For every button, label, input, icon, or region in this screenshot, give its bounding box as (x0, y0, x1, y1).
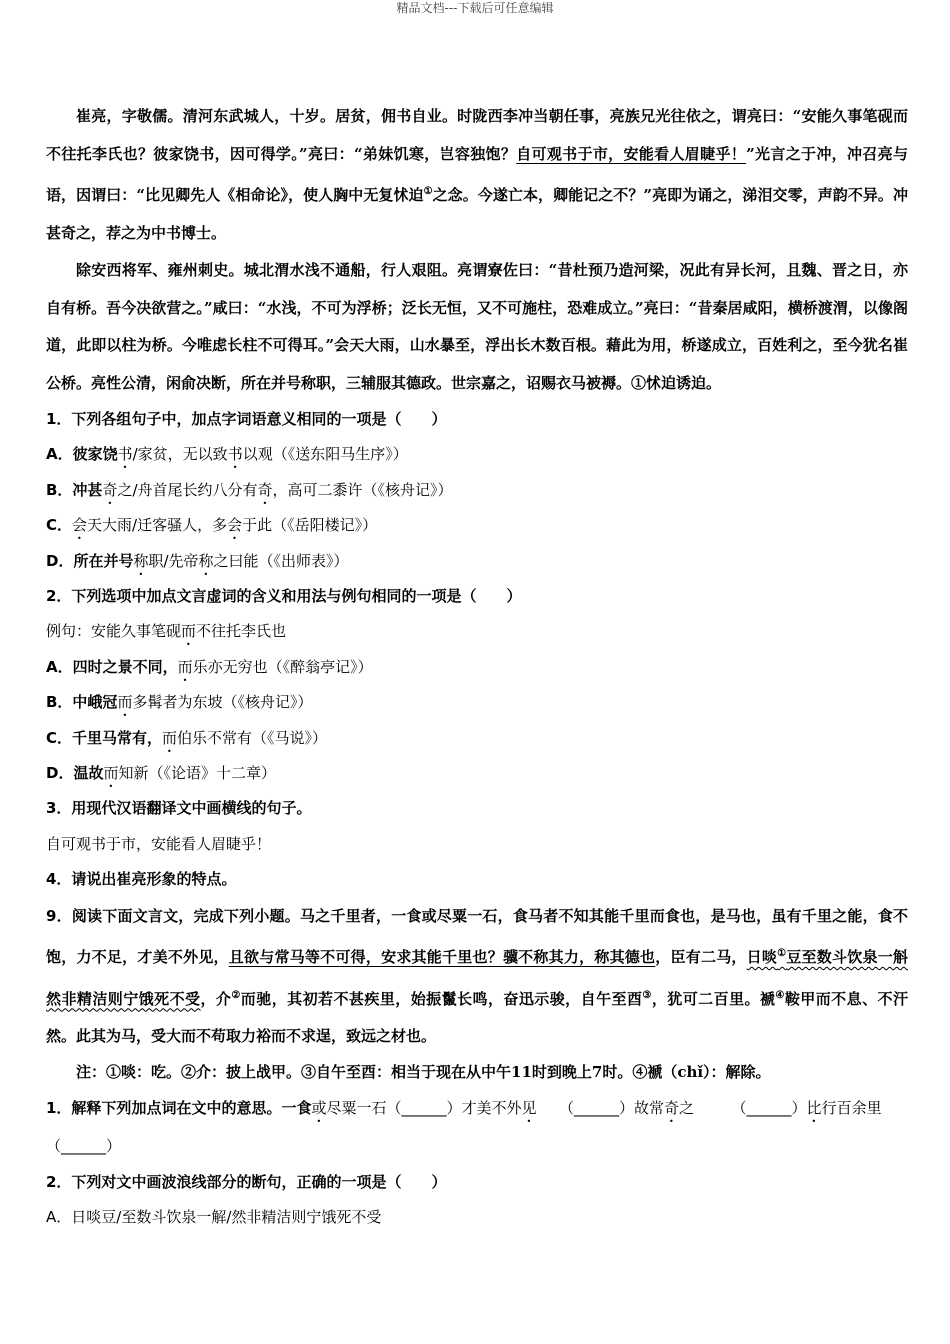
question-1-option-a: A．彼家饶书/家贫，无以致书以观（《送东阳马生序》） (46, 445, 408, 464)
passage-paragraph-1: 崔亮，字敬儒。清河东武城人，十岁。居贫，佣书自业。时陇西李冲当朝任事，亮族兄光往依之，谓亮曰：“安能久事笔砚而不往托李氏也？彼家饶书，因可得学。”亮曰：“弟妹饥寒，岂容独饱？自可观书于市，安能看人眉睫乎！”光言之于冲，冲召亮与语，因谓曰：“比见卿先人《相命论》，使人胸中无复怵迫①之念。今遂亡本，卿能记之不？”亮即为诵之，涕泪交零，声韵不异。冲甚奇之，荐之为中书博士。 (46, 107, 908, 242)
question-2-example: 例句：安能久事笔砚而不往托李氏也 (46, 622, 287, 641)
page-header: 精品文档---下载后可任意编辑 (396, 1, 554, 15)
question-2-stem: 2．下列选项中加点文言虚词的含义和用法与例句相同的一项是（ ） (46, 587, 522, 606)
question-1-option-c: C．会天大雨/迁客骚人，多会于此（《岳阳楼记》） (46, 516, 378, 535)
passage-2: 9．阅读下面文言文，完成下列小题。马之千里者，一食或尽粟一石，食马者不知其能千里而食也，是马也，虽有千里之能，食不饱，力不足，才美不外见，且欲与常马等不可得，安求其能千里也？骥不称其力，称其德也，臣有二马，日啖①豆至数斗饮泉一斛然非精洁则宁饿死不受，介②而驰，其初若不甚疾里，始振鬣长鸣，奋迅示骏，自午至酉③，犹可二百里。褫④鞍甲而不息、不汗然。此其为马，受大而不苟取力裕而不求逞，致远之材也。 (46, 906, 908, 1046)
underlined-sentence-2: 且欲与常马等不可得，安求其能千里也？骥不称其力，称其德也 (228, 948, 656, 967)
question-1-option-b: B．冲甚奇之/舟首尾长约八分有奇，高可二黍许（《核舟记》） (46, 480, 453, 499)
question-9-1: 1．解释下列加点词在文中的意思。一食或尽粟一石（______）才美不外见 （______）故常奇之 （______）比行百余里 （______） (46, 1098, 912, 1155)
question-9-2-stem: 2．下列对文中画波浪线部分的断句，正确的一项是（ ） (46, 1172, 447, 1191)
footnote-marker: ① (423, 186, 433, 197)
question-9-2-option-a: A．日啖豆/至数斗饮泉一解/然非精洁则宁饿死不受 (46, 1208, 382, 1227)
question-2-option-c: C．千里马常有，而伯乐不常有（《马说》） (46, 728, 328, 747)
document-body (46, 98, 912, 1236)
question-3-sentence: 自可观书于市，安能看人眉睫乎！ (46, 834, 272, 853)
underlined-sentence: 自可观书于市，安能看人眉睫乎！ (516, 144, 747, 163)
question-1-option-d: D．所在并号称职/先帝称之曰能（《出师表》） (46, 551, 349, 570)
question-2-option-a: A．四时之景不同，而乐亦无穷也（《醉翁亭记》） (46, 657, 373, 676)
wavy-line-segment: 日啖①豆至数斗饮泉一斛然非精洁则宁饿死不受 (46, 948, 908, 1008)
question-3-stem: 3．用现代汉语翻译文中画横线的句子。 (46, 799, 312, 818)
annotation-note: 注：①啖：吃。②介：披上战甲。③自午至酉：相当于现在从中午11时到晚上7时。④褫（chǐ）：解除。 (76, 1062, 771, 1081)
question-2-option-b: B．中峨冠而多髯者为东坡（《核舟记》） (46, 693, 313, 712)
question-2-option-d: D．温故而知新（《论语》十二章） (46, 764, 276, 783)
passage-paragraph-2: 除安西将军、雍州刺史。城北渭水浅不通船，行人艰阻。亮谓寮佐曰：“昔杜预乃造河梁，况此有异长河，且魏、晋之日，亦自有桥。吾今决欲营之。”咸曰：“水浅，不可为浮桥；泛长无恒，又不可施柱，恐难成立。”亮曰：“昔秦居咸阳，横桥渡渭，以像阁道，此即以柱为桥。今唯虑长柱不可得耳。”会天大雨，山水暴至，浮出长木数百根。藉此为用，桥遂成立，百姓利之，至今犹名崔公桥。亮性公清，闲俞决断，所在并号称职，三辅服其德政。世宗嘉之，诏赐衣马被褥。①怵迫诱迫。 (46, 261, 908, 392)
question-1-stem: 1．下列各组句子中，加点字词语意义相同的一项是（ ） (46, 410, 447, 428)
question-4-stem: 4．请说出崔亮形象的特点。 (46, 870, 237, 889)
